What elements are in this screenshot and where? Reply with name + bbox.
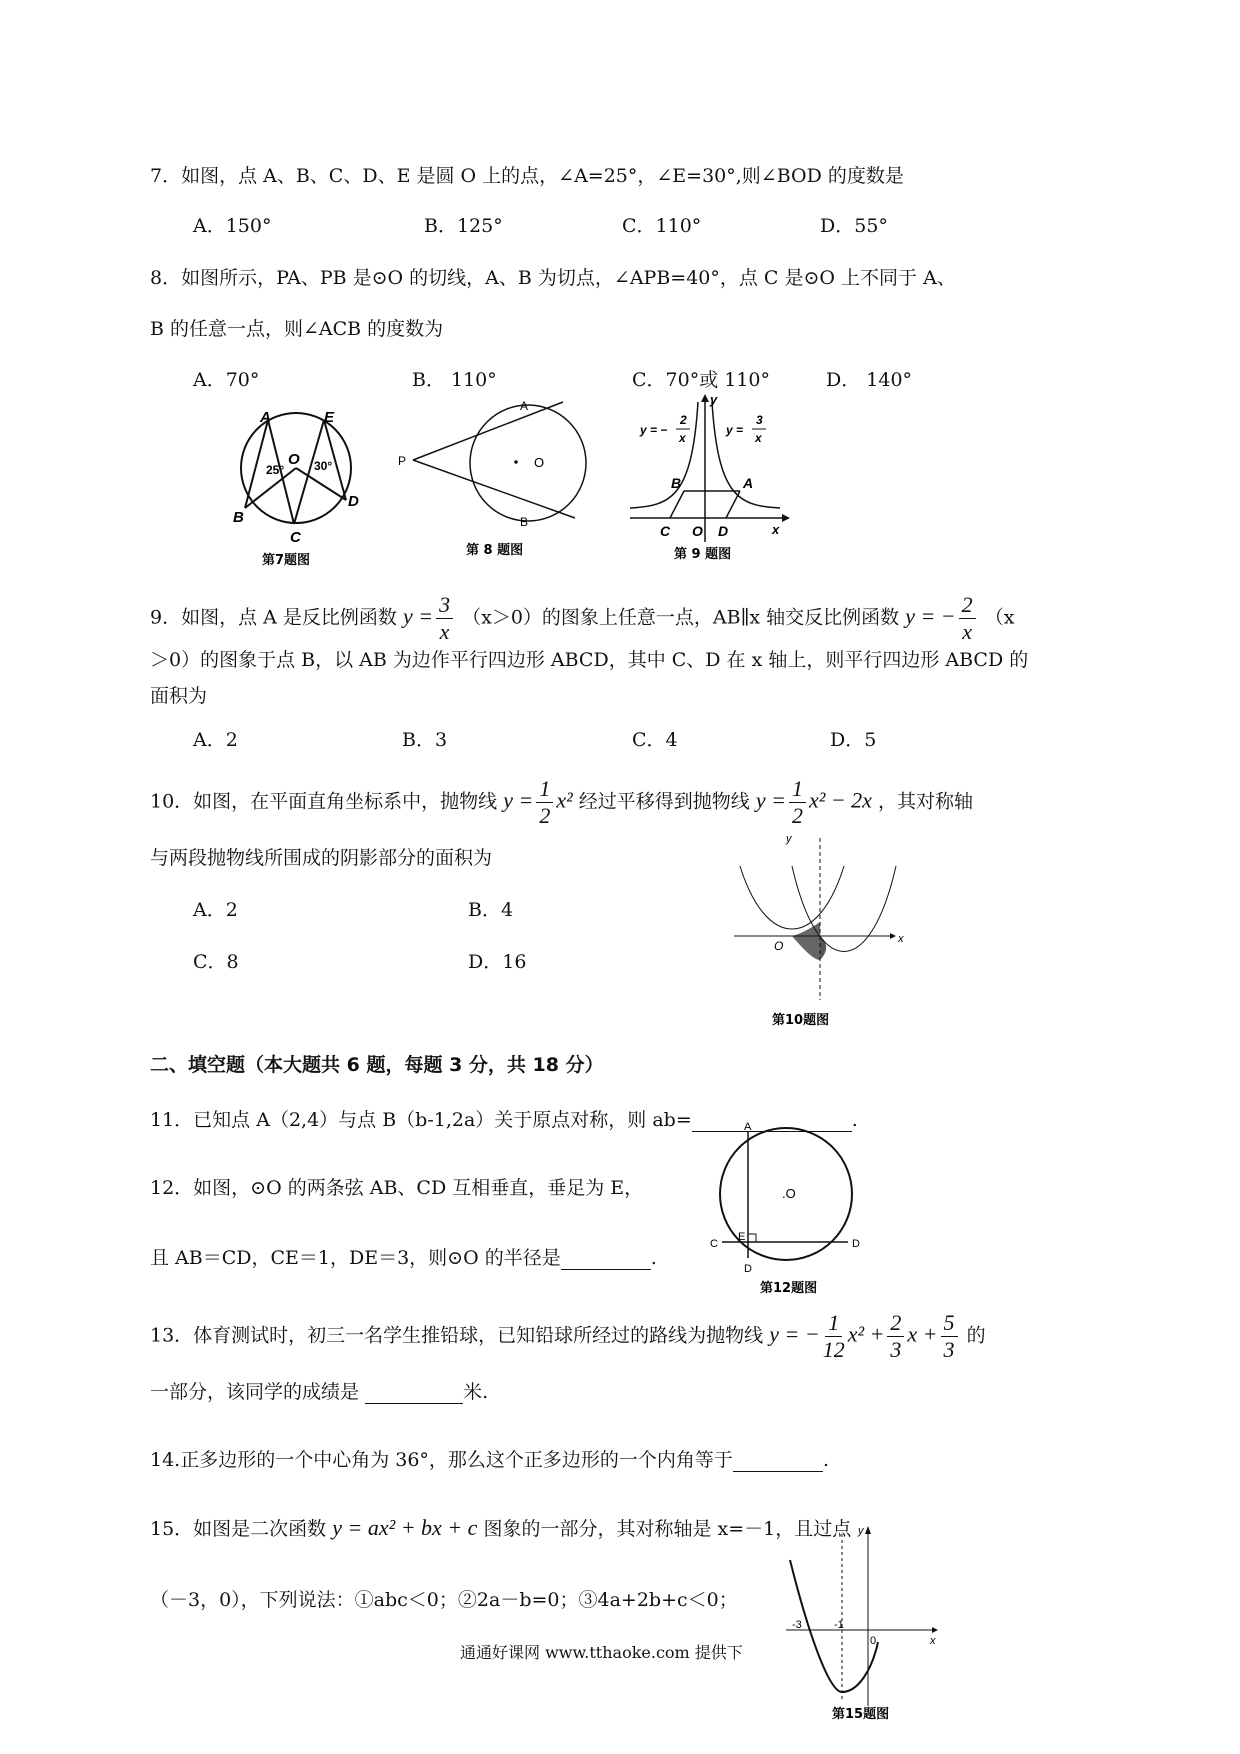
- q12-text: 且 AB＝CD，CE＝1，DE＝3，则⊙O 的半径是: [150, 1247, 561, 1269]
- q13-part2: 的: [966, 1324, 986, 1347]
- q12-end: .: [650, 1247, 657, 1269]
- q13-end: 米.: [463, 1381, 489, 1403]
- q10-part3: ，其对称轴: [878, 790, 974, 813]
- fig7-label-d: D: [348, 493, 359, 510]
- fig15-label-y: y: [858, 1525, 864, 1537]
- fig7-label-a: A: [260, 409, 271, 426]
- q9-option-a: A．2: [193, 729, 238, 751]
- q9-func1-num: 3: [436, 592, 453, 619]
- fig9-eq-left-lhs: y = −: [640, 423, 668, 437]
- fig8-label-a: A: [520, 400, 529, 413]
- q10-line2: 与两段抛物线所围成的阴影部分的面积为: [150, 847, 493, 869]
- q13-frac2-den: 3: [890, 1337, 902, 1362]
- q9-func2-den: x: [962, 619, 973, 644]
- fig12-label-o: .O: [782, 1186, 796, 1201]
- fig12-label-c: C: [710, 1238, 718, 1250]
- q10-func1-lhs: y =: [503, 787, 534, 813]
- q10-option-b: B．4: [468, 899, 514, 921]
- q9-option-c: C．4: [632, 729, 678, 751]
- fig9-eq-right-lhs: y =: [726, 423, 744, 437]
- q7-text: 7．如图，点 A、B、C、D、E 是圆 O 上的点，∠A=25°，∠E=30°,则∠BOD 的度数是: [150, 165, 904, 187]
- q10-part2: 经过平移得到抛物线: [578, 790, 750, 813]
- fig8-label-p: P: [398, 454, 407, 468]
- q9-option-d: D．5: [830, 729, 877, 751]
- fig8-caption: 第 8 题图: [466, 543, 524, 558]
- section-2-heading: 二、填空题（本大题共 6 题，每题 3 分，共 18 分）: [150, 1054, 604, 1076]
- q8-option-b: B． 110°: [412, 369, 497, 391]
- fig8-label-o: O: [534, 455, 545, 470]
- q13-frac2-num: 2: [887, 1310, 904, 1337]
- q13-frac1-den: 12: [822, 1337, 845, 1362]
- q9-line2: ＞0）的图象于点 B，以 AB 为边作平行四边形 ABCD，其中 C、D 在 x 轴上，则平行四边形 ABCD 的: [150, 649, 1029, 671]
- fig7-caption: 第7题图: [262, 553, 311, 568]
- fig15-label-minus1: -1: [834, 1619, 844, 1631]
- q8-option-c: C．70°或 110°: [632, 369, 771, 391]
- fig15-label-minus3: -3: [792, 1619, 802, 1631]
- q13-frac1-num: 1: [825, 1310, 842, 1337]
- q13-term1: x² +: [847, 1321, 885, 1347]
- page-footer: 通通好课网 www.tthaoke.com 提供下: [460, 1640, 743, 1663]
- fig9-label-c: C: [660, 523, 671, 539]
- q10-option-c: C．8: [193, 951, 239, 973]
- q13-line2: [150, 1380, 488, 1404]
- fig10-label-x: x: [898, 933, 904, 945]
- fig12-label-e: E: [738, 1231, 746, 1243]
- q14-line: [150, 1448, 829, 1472]
- q9-part1: 9．如图，点 A 是反比例函数: [150, 606, 397, 629]
- q10-func1-num: 1: [536, 776, 553, 803]
- q7-option-b: B．125°: [424, 215, 503, 237]
- figure-8: [390, 400, 590, 565]
- fig9-label-o: O: [692, 523, 703, 539]
- fig12-label-d: D: [744, 1263, 752, 1275]
- figure-10: [730, 830, 910, 1030]
- q9-line1: [150, 592, 1014, 645]
- figure-7: [232, 400, 372, 570]
- q7-option-a: A．150°: [193, 215, 272, 237]
- q10-part1: 10．如图，在平面直角坐标系中，抛物线: [150, 790, 498, 813]
- fig7-angle-30: 30°: [314, 459, 333, 473]
- fig9-caption: 第 9 题图: [674, 547, 732, 562]
- fig9-label-d: D: [718, 523, 729, 539]
- fig15-caption: 第15题图: [832, 1707, 890, 1722]
- q14-answer-blank[interactable]: [733, 1451, 823, 1472]
- fig9-eq-right-den: x: [755, 431, 762, 445]
- figure-9: [622, 392, 792, 562]
- fig9-eq-left-den: x: [679, 431, 686, 445]
- q10-line1: [150, 776, 973, 829]
- fig7-label-o: O: [288, 451, 300, 468]
- q8-line2: B 的任意一点，则∠ACB 的度数为: [150, 318, 444, 340]
- q15-line1: [150, 1516, 851, 1541]
- q10-func2-num: 1: [789, 776, 806, 803]
- q9-part3: （x: [984, 606, 1015, 629]
- q9-func1-den: x: [439, 619, 450, 644]
- q15-func: y = ax² + bx + c: [332, 1515, 478, 1540]
- q10-func1-rest: x²: [556, 787, 573, 813]
- q10-func1-den: 2: [539, 803, 551, 828]
- q8-line1: 8．如图所示，PA、PB 是⊙O 的切线，A、B 为切点，∠APB=40°，点 C 是⊙O 上不同于 A、: [150, 267, 956, 289]
- q9-func2-num: 2: [959, 592, 976, 619]
- q10-func2-rest: x² − 2x: [808, 787, 872, 813]
- q9-part2: （x＞0）的图象上任意一点，AB∥x 轴交反比例函数: [462, 606, 900, 629]
- fig7-label-e: E: [324, 409, 335, 426]
- fig9-label-a: A: [743, 475, 754, 491]
- fig7-angle-25: 25°: [266, 463, 285, 477]
- fig10-label-o: O: [774, 939, 784, 953]
- fig8-label-b: B: [520, 515, 529, 529]
- q10-func2-lhs: y =: [755, 787, 786, 813]
- fig15-label-origin: 0: [870, 1635, 877, 1647]
- q13-line1: [150, 1310, 986, 1363]
- q7-option-d: D．55°: [820, 215, 888, 237]
- q11-end: .: [851, 1109, 858, 1131]
- fig7-label-b: B: [233, 509, 244, 526]
- q9-func2-lhs: y = −: [905, 603, 956, 629]
- q9-option-b: B．3: [402, 729, 448, 751]
- q14-end: .: [822, 1449, 829, 1471]
- q11-text: 11．已知点 A（2,4）与点 B（b-1,2a）关于原点对称，则 ab=: [150, 1109, 692, 1131]
- q13-text: 一部分，该同学的成绩是: [150, 1381, 360, 1403]
- fig9-label-x: x: [772, 522, 780, 537]
- q9-line3: 面积为: [150, 685, 208, 707]
- q15-part1: 15．如图是二次函数: [150, 1518, 327, 1540]
- q12-answer-blank[interactable]: [561, 1249, 651, 1270]
- q8-option-d: D． 140°: [826, 369, 913, 391]
- q13-term2: x +: [907, 1321, 938, 1347]
- fig12-caption: 第12题图: [760, 1281, 818, 1296]
- q12-line1: 12．如图，⊙O 的两条弦 AB、CD 互相垂直，垂足为 E，: [150, 1177, 644, 1199]
- q13-part1: 13．体育测试时，初三一名学生推铅球，已知铅球所经过的路线为抛物线: [150, 1324, 764, 1347]
- q8-option-a: A．70°: [193, 369, 260, 391]
- q10-option-d: D．16: [468, 951, 527, 973]
- q12-line2: [150, 1246, 657, 1270]
- q13-answer-blank[interactable]: [365, 1383, 463, 1404]
- q15-line2: （－3，0），下列说法：①abc＜0；②2a－b=0；③4a+2b+c＜0；: [150, 1589, 738, 1611]
- q7-option-c: C．110°: [622, 215, 702, 237]
- q10-func2-den: 2: [791, 803, 803, 828]
- fig10-label-y: y: [786, 833, 792, 845]
- fig15-label-x: x: [930, 1635, 936, 1647]
- fig12-label-d-right: D: [852, 1238, 860, 1250]
- fig10-caption: 第10题图: [772, 1013, 830, 1028]
- fig9-eq-right-num: 3: [756, 413, 763, 427]
- q14-text: 14.正多边形的一个中心角为 36°，那么这个正多边形的一个内角等于: [150, 1449, 733, 1471]
- figure-12: [706, 1120, 876, 1300]
- q15-part2: 图象的一部分，其对称轴是 x=－1，且过点: [483, 1518, 852, 1540]
- fig9-eq-left-num: 2: [680, 413, 687, 427]
- fig7-label-c: C: [290, 529, 301, 546]
- q13-frac3-num: 5: [941, 1310, 958, 1337]
- q13-func-lhs: y = −: [769, 1321, 820, 1347]
- q13-frac3-den: 3: [943, 1337, 955, 1362]
- q9-func1-lhs: y =: [402, 603, 434, 629]
- figure-15: [780, 1520, 950, 1726]
- q10-option-a: A．2: [193, 899, 238, 921]
- fig12-label-a: A: [744, 1121, 752, 1133]
- fig9-label-b: B: [671, 475, 682, 491]
- fig9-label-y: y: [710, 392, 718, 407]
